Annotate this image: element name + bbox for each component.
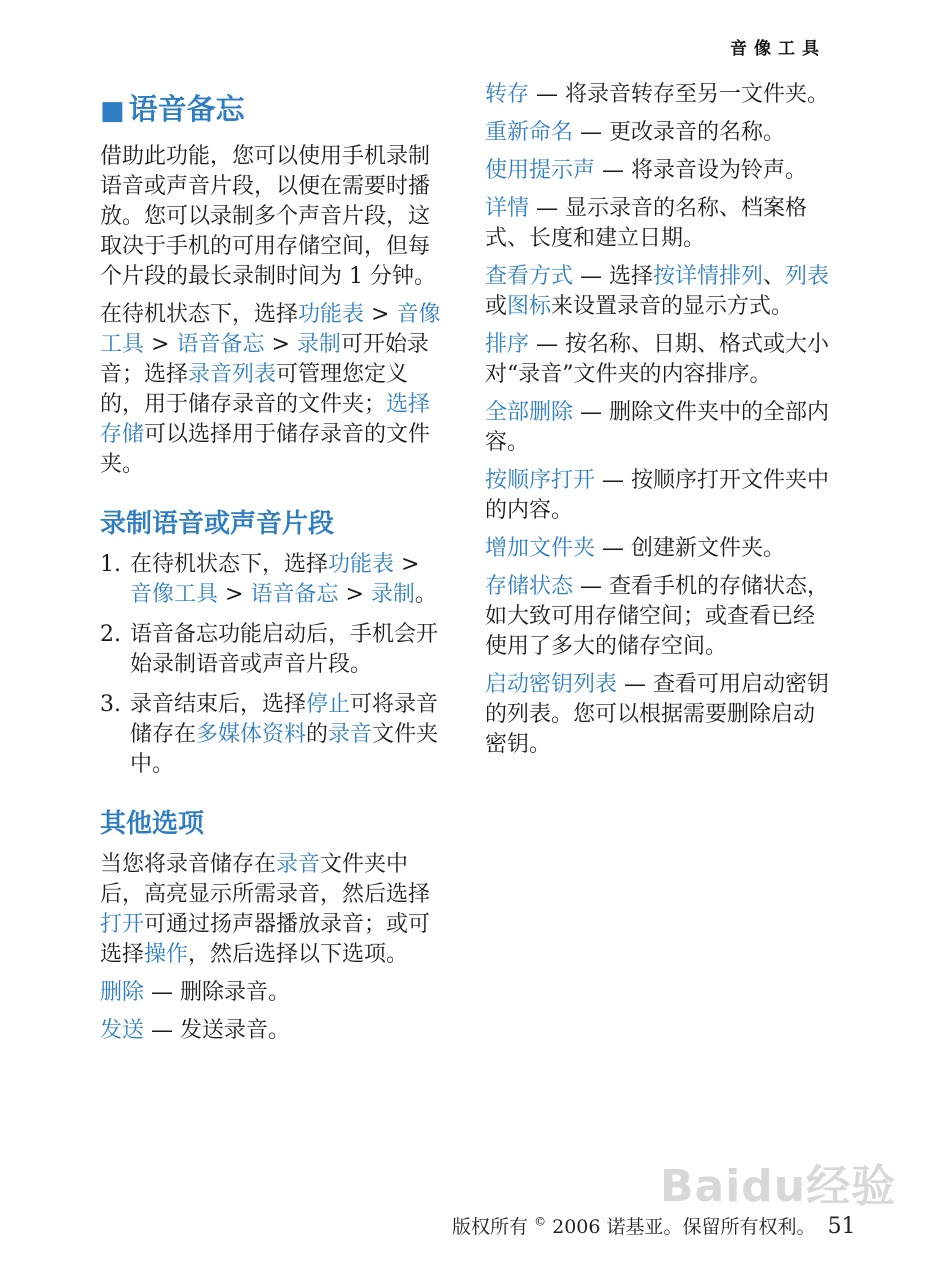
option-item [485,80,830,110]
body-text: > [218,582,251,607]
body-text: — 删除文件夹中的全部内容。 [485,400,830,455]
body-text: 在待机状态下，选择 [100,302,299,327]
body-text: 文件夹中。 [130,722,439,777]
body-text: > [144,332,177,357]
body-text: 可开始录音；选择 [100,332,429,387]
menu-term: 音像工具 [100,302,441,357]
body-text: — 创建新文件夹。 [595,536,786,561]
body-text: 来设置录音的显示方式。 [551,294,794,319]
copyright-symbol: © [534,1214,547,1229]
section-title: ■ 语音备忘 [100,92,245,126]
menu-term: 使用提示声 [485,158,596,183]
square-bullet-icon: ■ [100,96,125,126]
option-item [485,534,830,564]
menu-term: 发送 [100,1018,145,1043]
right-column [485,80,830,768]
record-steps [100,550,445,780]
footer [452,1212,856,1239]
body-text: 可以选择用于储存录音的文件夹。 [100,422,431,477]
menu-term: 增加文件夹 [485,536,596,561]
menu-term: 删除 [100,980,145,1005]
other-options-heading: 其他选项 [100,809,205,839]
body-text: — 按顺序打开文件夹中的内容。 [485,468,830,523]
body-text: 的 [306,722,329,747]
body-text: — 选择 [573,264,654,289]
body-text: > [364,302,397,327]
menu-term: 排序 [485,332,530,357]
option-item [485,572,830,662]
body-text: 可将录音储存在 [130,692,439,747]
body-text: — 按名称、日期、格式或大小对“录音”文件夹的内容排序。 [485,332,830,387]
running-header: 音像工具 [730,39,826,59]
body-text: — 显示录音的名称、档案格式、长度和建立日期。 [485,196,808,251]
intro-paragraph [100,142,445,292]
option-item [485,194,830,254]
menu-term: 操作 [144,942,189,967]
body-text: 、 [763,264,786,289]
menu-term: 录制 [370,582,415,607]
menu-term: 全部删除 [485,400,574,425]
menu-term: 功能表 [328,552,395,577]
option-item [485,262,830,322]
menu-term: 语音备忘 [176,332,265,357]
menu-term: 启动密钥列表 [485,672,618,697]
option-item [485,466,830,526]
menu-term: 存储状态 [485,574,574,599]
menu-term: 录音列表 [188,362,277,387]
page-number: 51 [827,1214,856,1239]
step-item: 3. 录音结束后，选择停止可将录音储存在多媒体资料的录音文件夹中。 [100,692,439,777]
baidu-watermark: Baidu经验 [660,1161,897,1212]
menu-term: 列表 [785,264,830,289]
copyright-text: 版权所有 [452,1216,529,1238]
menu-term: 选择存储 [100,392,431,447]
menu-term: 语音备忘 [250,582,339,607]
body-text: — 将录音转存至另一文件夹。 [529,82,830,107]
body-text: — 更改录音的名称。 [573,120,786,145]
standby-paragraph [100,300,445,480]
body-text: 借助此功能，您可以使用手机录制语音或声音片段，以便在需要时播放。您可以录制多个声音片段，这取决于手机的可用存储空间，但每个片段的最长录制时间为 1 分钟。 [100,144,436,289]
option-item [485,330,830,390]
menu-term: 录音 [328,722,373,747]
other-options-paragraph [100,850,445,970]
menu-term: 按详情排列 [653,264,764,289]
menu-term: 录音 [276,852,321,877]
option-item [485,670,830,760]
menu-term: 打开 [100,912,145,937]
body-text: 在待机状态下，选择 [130,552,329,577]
menu-term: 多媒体资料 [196,722,307,747]
body-text: 。 [414,582,437,607]
body-text: — 将录音设为铃声。 [595,158,808,183]
body-text: — 删除录音。 [144,980,291,1005]
option-item [485,156,830,186]
body-text: 可通过扬声器播放录音；或可选择 [100,912,431,967]
step-item: 2. 语音备忘功能启动后，手机会开始录制语音或声音片段。 [100,622,439,677]
body-text: 语音备忘功能启动后，手机会开始录制语音或声音片段。 [130,622,439,677]
body-text: — 查看手机的存储状态，如大致可用存储空间；或查看已经使用了多大的储存空间。 [485,574,830,659]
body-text: 当您将录音储存在 [100,852,277,877]
body-text: — 发送录音。 [144,1018,291,1043]
menu-term: 详情 [485,196,530,221]
body-text: > [264,332,297,357]
body-text: > [338,582,371,607]
body-text: 录音结束后，选择 [130,692,307,717]
record-heading: 录制语音或声音片段 [100,509,335,539]
body-text: — 查看可用启动密钥的列表。您可以根据需要删除启动密钥。 [485,672,830,757]
menu-term: 录制 [296,332,341,357]
option-item [485,398,830,458]
body-text: 可管理您定义的，用于储存录音的文件夹； [100,362,409,417]
menu-term: 按顺序打开 [485,468,596,493]
body-text: ，然后选择以下选项。 [188,942,409,967]
menu-term: 查看方式 [485,264,574,289]
body-text: 文件夹中后，高亮显示所需录音，然后选择 [100,852,431,907]
left-column [100,80,445,1054]
menu-term: 音像工具 [130,582,219,607]
body-text: 或 [485,294,508,319]
step-item: 1. 在待机状态下，选择功能表 > 音像工具 > 语音备忘 > 录制。 [100,552,437,607]
copyright-year: 2006 诺基亚。保留所有权利。 [552,1216,816,1238]
menu-term: 功能表 [298,302,365,327]
menu-term: 重新命名 [485,120,574,145]
menu-term: 图标 [507,294,552,319]
body-text: > [394,552,420,577]
option-item [100,978,445,1008]
menu-term: 转存 [485,82,530,107]
menu-term: 停止 [306,692,351,717]
option-item [485,118,830,148]
option-item [100,1016,445,1046]
